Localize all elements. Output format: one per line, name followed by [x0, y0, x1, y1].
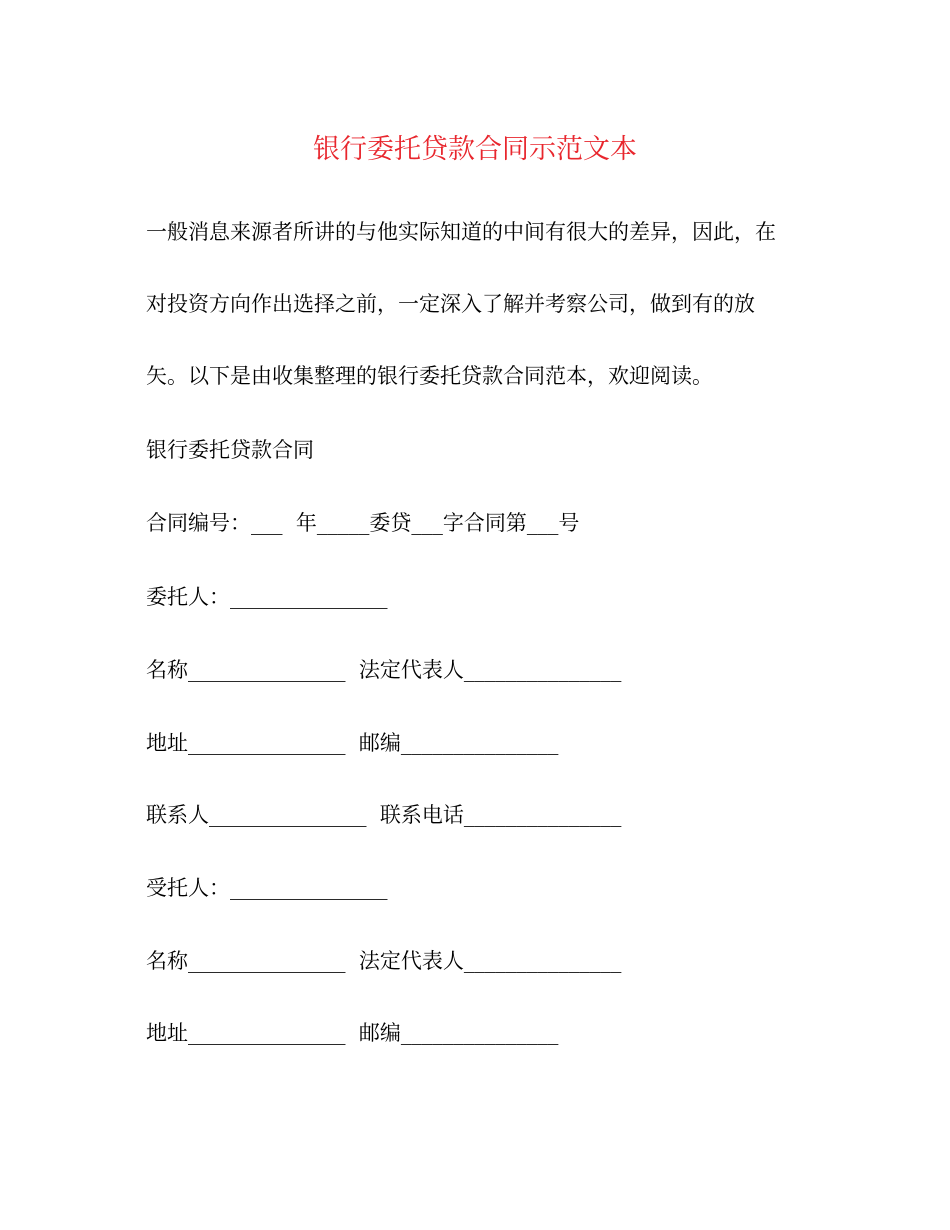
intro-paragraph [146, 214, 806, 430]
intro-line: 对投资方向作出选择之前，一定深入了解并考察公司，做到有的放 [146, 292, 755, 316]
intro-line: 矢。以下是由收集整理的银行委托贷款合同范本，欢迎阅读。 [146, 364, 713, 388]
trustee-name-line: 名称_______________ 法定代表人_______________ [146, 949, 622, 973]
principal-address-line: 地址_______________ 邮编_______________ [146, 731, 559, 755]
trustee-address-line: 地址_______________ 邮编_______________ [146, 1021, 559, 1045]
principal-contact-line: 联系人_______________ 联系电话_______________ [146, 803, 622, 827]
principal-label: 委托人：_______________ [146, 585, 388, 609]
contract-heading: 银行委托贷款合同 [146, 438, 314, 462]
principal-name-line: 名称_______________ 法定代表人_______________ [146, 658, 622, 682]
contract-number-line: 合同编号：___ 年_____委贷___字合同第___号 [146, 511, 580, 535]
trustee-label: 受托人：_______________ [146, 876, 388, 900]
intro-line: 一般消息来源者所讲的与他实际知道的中间有很大的差异，因此，在 [146, 220, 776, 244]
document-title: 银行委托贷款合同示范文本 [313, 134, 637, 165]
